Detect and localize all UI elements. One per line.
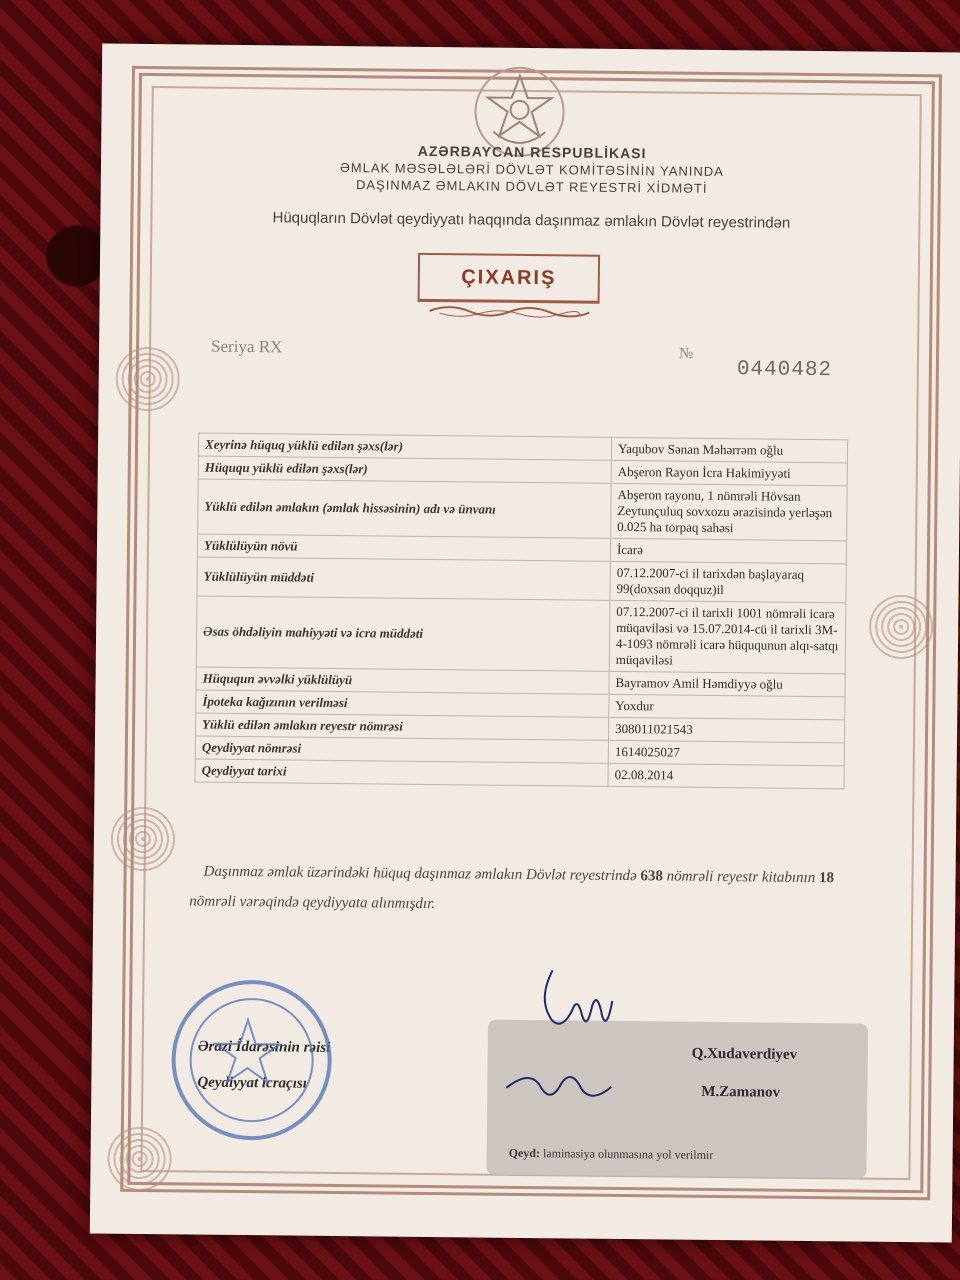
row-value: 1614025027: [608, 740, 844, 765]
row-label: Yüklü edilən əmlakın reyestr nömrəsi: [196, 713, 609, 740]
certificate-paper: [90, 44, 960, 1243]
document-number: 0440482: [736, 358, 833, 383]
document-subtitle: Hüquqların Dövlət qeydiyyatı haqqında daşınmaz əmlakın Dövlət reyestrindən: [272, 209, 791, 232]
table-row: [196, 596, 846, 674]
border-rosette: [866, 592, 937, 663]
note-text: laminasiya olunmasına yol verilmir: [542, 1146, 714, 1162]
row-label: Xeyrinə hüquq yüklü edilən şəxs(lər): [198, 433, 611, 460]
signature-icon: [532, 960, 633, 1041]
series-label: Seriya RX: [210, 336, 283, 357]
row-label: Qeydiyyat nömrəsi: [195, 736, 608, 763]
official-name-registrar: M.Zamanov: [701, 1083, 781, 1101]
row-label: Əsas öhdəliyin mahiyyəti və icra müddəti: [196, 596, 610, 671]
border-rosette: [112, 344, 183, 415]
committee-name: ƏMLAK MƏSƏLƏLƏRİ DÖVLƏT KOMİTƏSİNİN YANINDA: [339, 160, 724, 180]
row-value: Abşeron rayonu, 1 nömrəli Hövsan Zeytunçuluq sovxozu ərazisində yerləşən 0.025 ha torpaq sahəsi: [611, 483, 848, 540]
country-name: AZƏRBAYCAN RESPUBLİKASI: [417, 142, 647, 162]
statement-text: nömrəli reyestr kitabının: [666, 868, 816, 887]
row-value: 308011021543: [608, 717, 844, 742]
row-value: Yoxdur: [609, 694, 845, 719]
row-value: Yaqubov Sənan Məhərrəm oğlu: [611, 437, 847, 462]
row-value: 07.12.2007-ci il tarixli 1001 nömrəli icarə müqaviləsi və 15.07.2014-cü il tarixli 3M-4-1093 nömrəli icarə hüququnun alqı-satqı müqaviləsi: [609, 600, 846, 673]
official-title-head: Ərazi İdarəsinin rəisi: [197, 1038, 331, 1056]
service-name: DAŞINMAZ ƏMLAKIN DÖVLƏT REYESTRİ XİDMƏTİ: [355, 177, 708, 196]
statement-text: nömrəli vərəqində qeydiyyata alınmışdır.: [189, 893, 436, 913]
row-value: Abşeron Rayon İcra Hakimiyyəti: [611, 460, 847, 485]
table-row: [198, 479, 848, 541]
official-stamp-icon: [171, 979, 333, 1141]
row-label: Yüklülüyün müddəti: [197, 557, 610, 600]
note-label: Qeyd:: [508, 1145, 541, 1161]
row-label: Yüklü edilən əmlakın (əmlak hissəsinin) adı və ünvanı: [198, 479, 612, 538]
statement-text: Daşınmaz əmlak üzərindəki hüquq daşınmaz əmlakın Dövlət reyestrində: [203, 863, 637, 885]
flourish-icon: [429, 303, 589, 321]
row-label: Hüququn əvvəlki yüklülüyü: [196, 667, 609, 694]
row-value: 07.12.2007-ci il tarixdən başlayaraq 99(doxsan doqquz)il: [610, 561, 846, 602]
row-value: Bayramov Amil Həmdiyyə oğlu: [609, 671, 845, 696]
row-label: Hüququ yüklü edilən şəxs(lər): [198, 456, 611, 483]
official-title-registrar: Qeydiyyat icraçısı: [197, 1074, 308, 1092]
details-table: [195, 433, 849, 790]
row-label: Yüklülüyün növü: [197, 534, 610, 561]
official-name-head: Q.Xudaverdiyev: [691, 1045, 798, 1063]
row-value: 02.08.2014: [608, 763, 844, 788]
title-frame: [418, 253, 601, 304]
registry-page-number: 18: [818, 870, 835, 887]
row-value: İcarə: [610, 538, 846, 563]
lamination-note: [509, 1146, 714, 1163]
table-row: [197, 557, 846, 603]
issuer-header: [101, 140, 960, 199]
border-rosette: [108, 804, 179, 875]
row-label: İpoteka kağızının verilməsi: [196, 690, 609, 717]
number-sign: №: [678, 345, 694, 362]
document-title: ÇIXARIŞ: [461, 265, 557, 289]
border-rosette: [104, 1124, 175, 1195]
signature-icon: [501, 1058, 622, 1109]
registry-book-number: 638: [640, 868, 664, 885]
registration-statement: [189, 856, 850, 923]
row-label: Qeydiyyat tarixi: [195, 759, 608, 786]
